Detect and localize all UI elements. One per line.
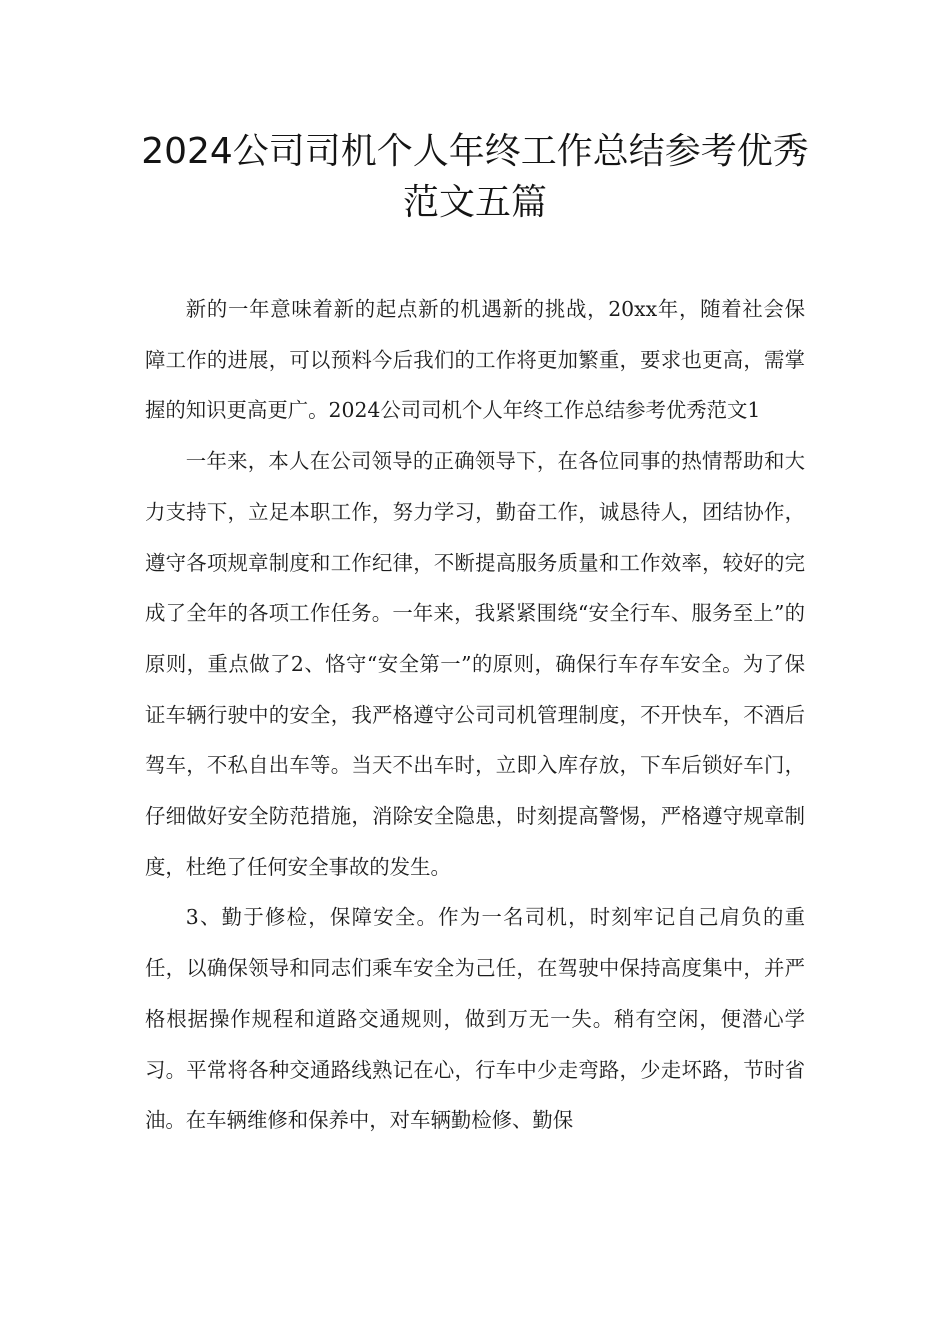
document-body [145,284,805,1146]
paragraph-intro: 新的一年意味着新的起点新的机遇新的挑战，20xx年，随着社会保障工作的进展，可以预料今后我们的工作将更加繁重，要求也更高，需掌握的知识更高更广。2024公司司机个人年终工作总结参考优秀范文1 [145,297,805,423]
paragraph-maintenance: 3、勤于修检，保障安全。作为一名司机，时刻牢记自己肩负的重任，以确保领导和同志们乘车安全为己任，在驾驶中保持高度集中，并严格根据操作规程和道路交通规则，做到万无一失。稍有空闲，便潜心学习。平常将各种交通路线熟记在心，行车中少走弯路，少走坏路，节时省油。在车辆维修和保养中，对车辆勤检修、勤保 [145,905,805,1133]
paragraph-safety: 一年来，本人在公司领导的正确领导下，在各位同事的热情帮助和大力支持下，立足本职工作，努力学习，勤奋工作，诚恳待人，团结协作，遵守各项规章制度和工作纪律，不断提高服务质量和工作效率，较好的完成了全年的各项工作任务。一年来，我紧紧围绕“安全行车、服务至上”的原则，重点做了2、恪守“安全第一”的原则，确保行车存车安全。为了保证车辆行驶中的安全，我严格遵守公司司机管理制度，不开快车，不酒后驾车，不私自出车等。当天不出车时，立即入库存放，下车后锁好车门，仔细做好安全防范措施，消除安全隐患，时刻提高警惕，严格遵守规章制度，杜绝了任何安全事故的发生。 [145,449,805,879]
document-title: 2024公司司机个人年终工作总结参考优秀范文五篇 [141,131,809,223]
